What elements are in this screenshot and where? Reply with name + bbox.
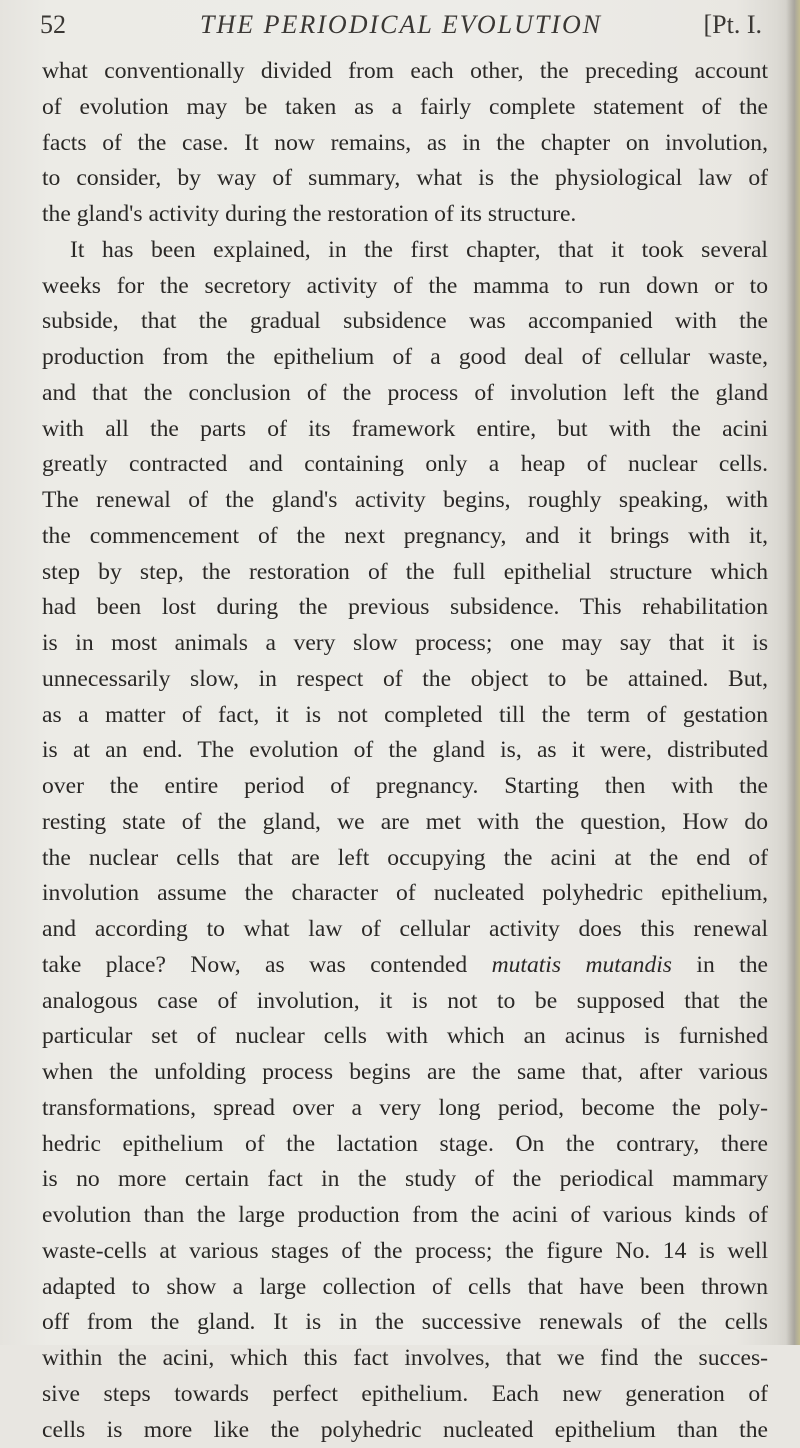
text-line: with all the parts of its framework entire, but with the acini: [42, 412, 768, 448]
text-line: off from the gland. It is in the successive renewals of the cells: [42, 1305, 768, 1341]
text-line: adapted to show a large collection of cells that have been thrown: [42, 1270, 768, 1306]
text-line: facts of the case. It now remains, as in the chapter on involution,: [42, 126, 768, 162]
text-line: of evolution may be taken as a fairly complete statement of the: [42, 90, 768, 126]
body-text: [42, 54, 768, 1448]
text-line: is at an end. The evolution of the gland is, as it were, distributed: [42, 733, 768, 769]
text-line: sive steps towards perfect epithelium. Each new generation of: [42, 1377, 768, 1413]
text-line: step by step, the restoration of the full epithelial structure which: [42, 555, 768, 591]
text-line: subside, that the gradual subsidence was accompanied with the: [42, 304, 768, 340]
text-line: cells is more like the polyhedric nucleated epithelium than the: [42, 1413, 768, 1448]
text-line: unnecessarily slow, in respect of the object to be attained. But,: [42, 662, 768, 698]
text-line: greatly contracted and containing only a heap of nuclear cells.: [42, 447, 768, 483]
text-line: weeks for the secretory activity of the mamma to run down or to: [42, 269, 768, 305]
page-number: 52: [40, 6, 66, 44]
text-line: what conventionally divided from each other, the preceding account: [42, 54, 768, 90]
text-line: is in most animals a very slow process; one may say that it is: [42, 626, 768, 662]
text-line: within the acini, which this fact involves, that we find the succes-: [42, 1341, 768, 1377]
running-header: [40, 6, 762, 44]
text-line: take place? Now, as was contended mutatis mutandis in the: [42, 948, 768, 984]
text-line: production from the epithelium of a good deal of cellular waste,: [42, 340, 768, 376]
text-line: and according to what law of cellular activity does this renewal: [42, 912, 768, 948]
running-title: THE PERIODICAL EVOLUTION: [200, 6, 602, 44]
text-line: the commencement of the next pregnancy, and it brings with it,: [42, 519, 768, 555]
text-line: is no more certain fact in the study of the periodical mammary: [42, 1162, 768, 1198]
text-line: involution assume the character of nucleated polyhedric epithelium,: [42, 876, 768, 912]
text-line: It has been explained, in the first chapter, that it took several: [42, 233, 768, 269]
text-line: when the unfolding process begins are the same that, after various: [42, 1055, 768, 1091]
page-edge-shadow: [786, 0, 800, 1345]
text-line: to consider, by way of summary, what is the physiological law of: [42, 161, 768, 197]
text-line: analogous case of involution, it is not to be supposed that the: [42, 984, 768, 1020]
text-line: over the entire period of pregnancy. Starting then with the: [42, 769, 768, 805]
section-marker: [Pt. I.: [704, 6, 763, 44]
text-line: transformations, spread over a very long period, become the poly-: [42, 1091, 768, 1127]
text-line: and that the conclusion of the process of involution left the gland: [42, 376, 768, 412]
text-line: waste-cells at various stages of the process; the figure No. 14 is well: [42, 1234, 768, 1270]
text-line: the nuclear cells that are left occupying the acini at the end of: [42, 841, 768, 877]
text-line: hedric epithelium of the lactation stage. On the contrary, there: [42, 1127, 768, 1163]
text-line: had been lost during the previous subsidence. This rehabilitation: [42, 590, 768, 626]
text-line: evolution than the large production from the acini of various kinds of: [42, 1198, 768, 1234]
text-line: The renewal of the gland's activity begins, roughly speaking, with: [42, 483, 768, 519]
text-line: the gland's activity during the restoration of its structure.: [42, 197, 768, 233]
italic-phrase: mutatis mutandis: [492, 952, 672, 978]
text-line: particular set of nuclear cells with which an acinus is furnished: [42, 1019, 768, 1055]
text-line: as a matter of fact, it is not completed till the term of gestation: [42, 698, 768, 734]
text-line: resting state of the gland, we are met with the question, How do: [42, 805, 768, 841]
